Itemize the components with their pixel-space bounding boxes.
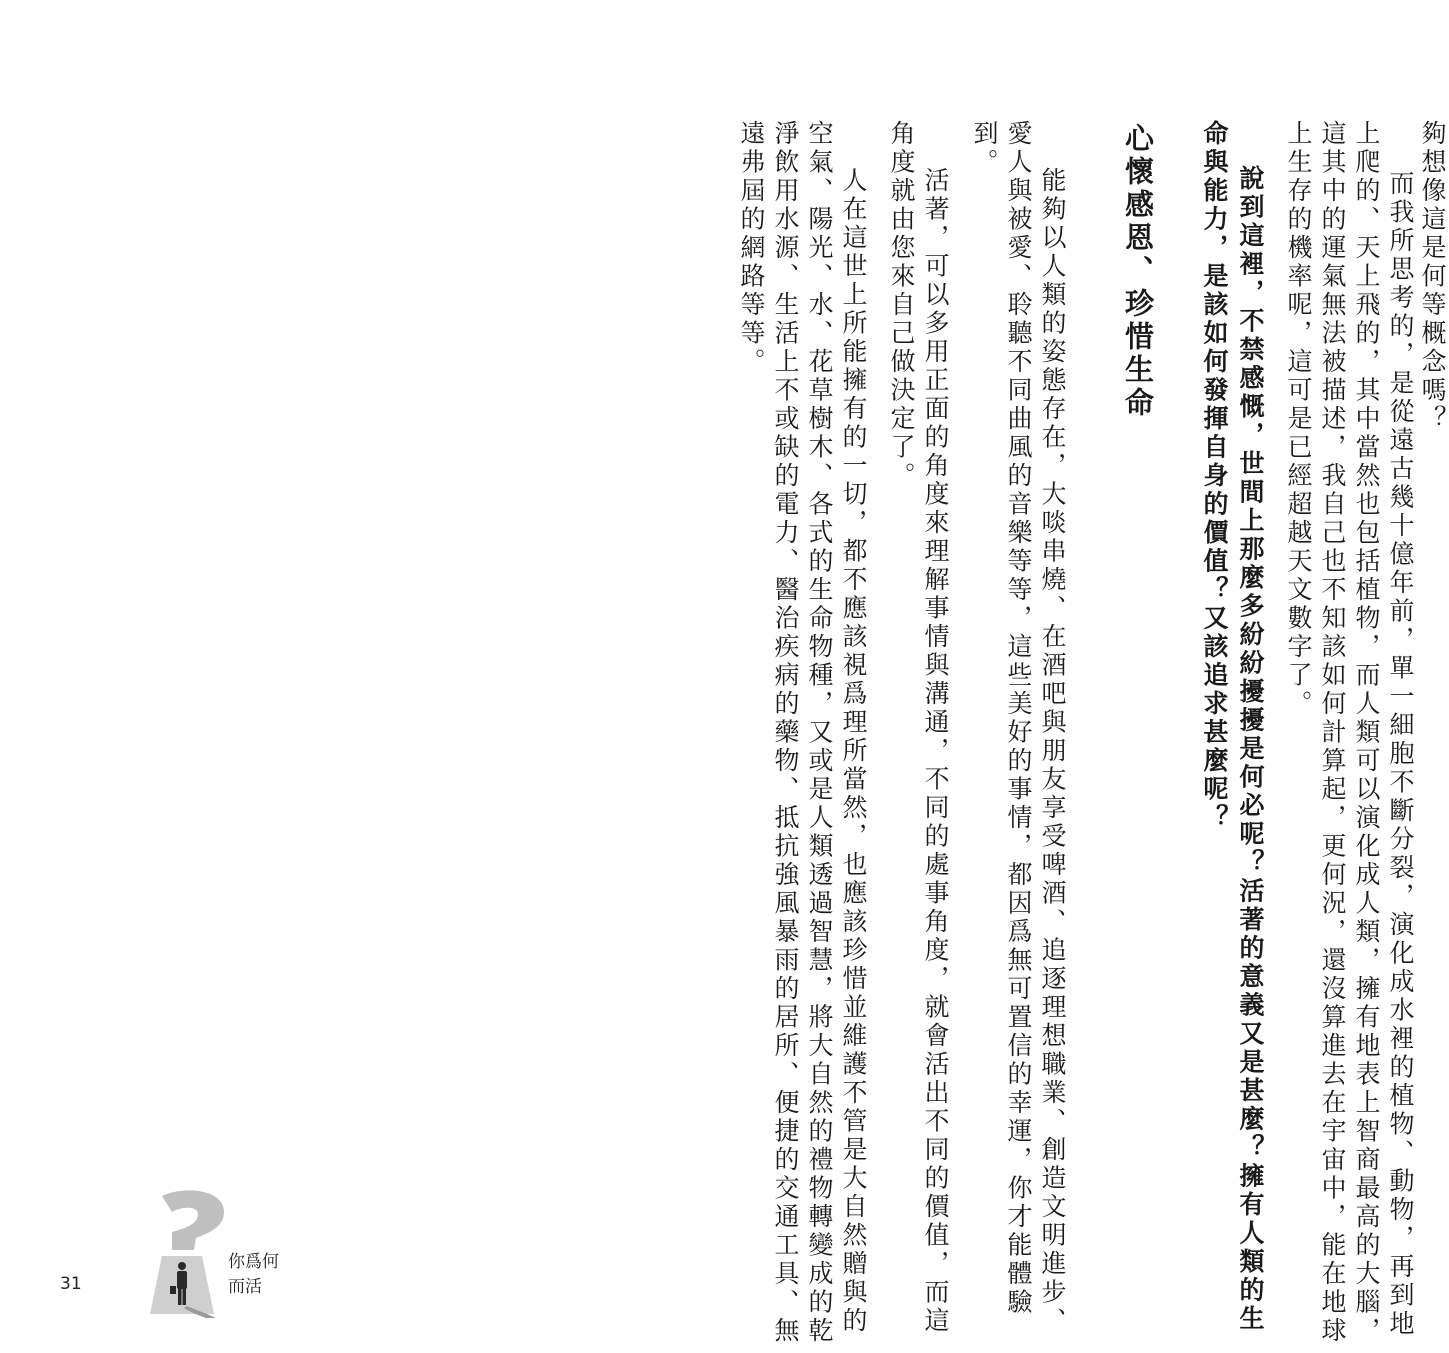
book-title-line-1: 你爲何 [228, 1252, 279, 1272]
book-title [228, 1250, 279, 1300]
text-column-13: 角度就由您來自己做決定了。 [887, 120, 916, 491]
text-column-6: 說到這裡，不禁感慨，世間上那麼多紛紛擾擾是何必呢？活著的意義又是甚麼？擁有人類的生 [1236, 165, 1265, 1334]
text-column-7: 命與能力，是該如何發揮自身的價值？又該追求甚麼呢？ [1200, 120, 1229, 833]
text-column-14: 人在這世上所能擁有的一切，都不應該視爲理所當然，也應該珍惜並維護不管是大自然贈與的 [839, 167, 868, 1336]
text-column-11: 到。 [970, 120, 999, 177]
book-title-line-2: 而活 [228, 1277, 262, 1297]
text-column-17: 遠弗屆的網路等等。 [737, 120, 766, 377]
text-column-15: 空氣、陽光、水、花草樹木、各式的生命物種，又或是人類透過智慧，將大自然的禮物轉變成的乾 [805, 120, 834, 1346]
text-column-10: 愛人與被愛、聆聽不同曲風的音樂等等，這些美好的事情，都因爲無可置信的幸運，你才能體驗 [1004, 120, 1033, 1317]
text-column-1: 夠想像這是何等概念嗎？ [1418, 120, 1447, 434]
text-column-2: 而我所思考的，是從遠古幾十億年前，單一細胞不斷分裂，演化成水裡的植物、動物，再到地 [1386, 170, 1415, 1339]
text-column-12: 活著，可以多用正面的角度來理解事情與溝通，不同的處事角度，就會活出不同的價值，而這 [921, 167, 950, 1336]
page-number: 31 [60, 1274, 82, 1294]
text-column-3: 上爬的、天上飛的，其中當然也包括植物，而人類可以演化成人類，擁有地表上智商最高的大腦， [1352, 120, 1381, 1346]
question-mark-businessman-icon [132, 1188, 242, 1318]
text-column-4: 這其中的運氣無法被描述，我自己也不知該如何計算起，更何況，還沒算進去在宇宙中，能在地球 [1318, 120, 1347, 1346]
text-column-5: 上生存的機率呢，這可是已經超越天文數字了。 [1284, 120, 1313, 719]
text-column-9: 能夠以人類的姿態存在，大啖串燒、在酒吧與朋友享受啤酒、追逐理想職業、創造文明進步、 [1038, 167, 1067, 1336]
section-heading: 心懷感恩、珍惜生命 [1121, 123, 1155, 420]
text-column-16: 淨飲用水源、生活上不或缺的電力、醫治疾病的藥物、抵抗強風暴雨的居所、便捷的交通工具、無 [771, 120, 800, 1346]
